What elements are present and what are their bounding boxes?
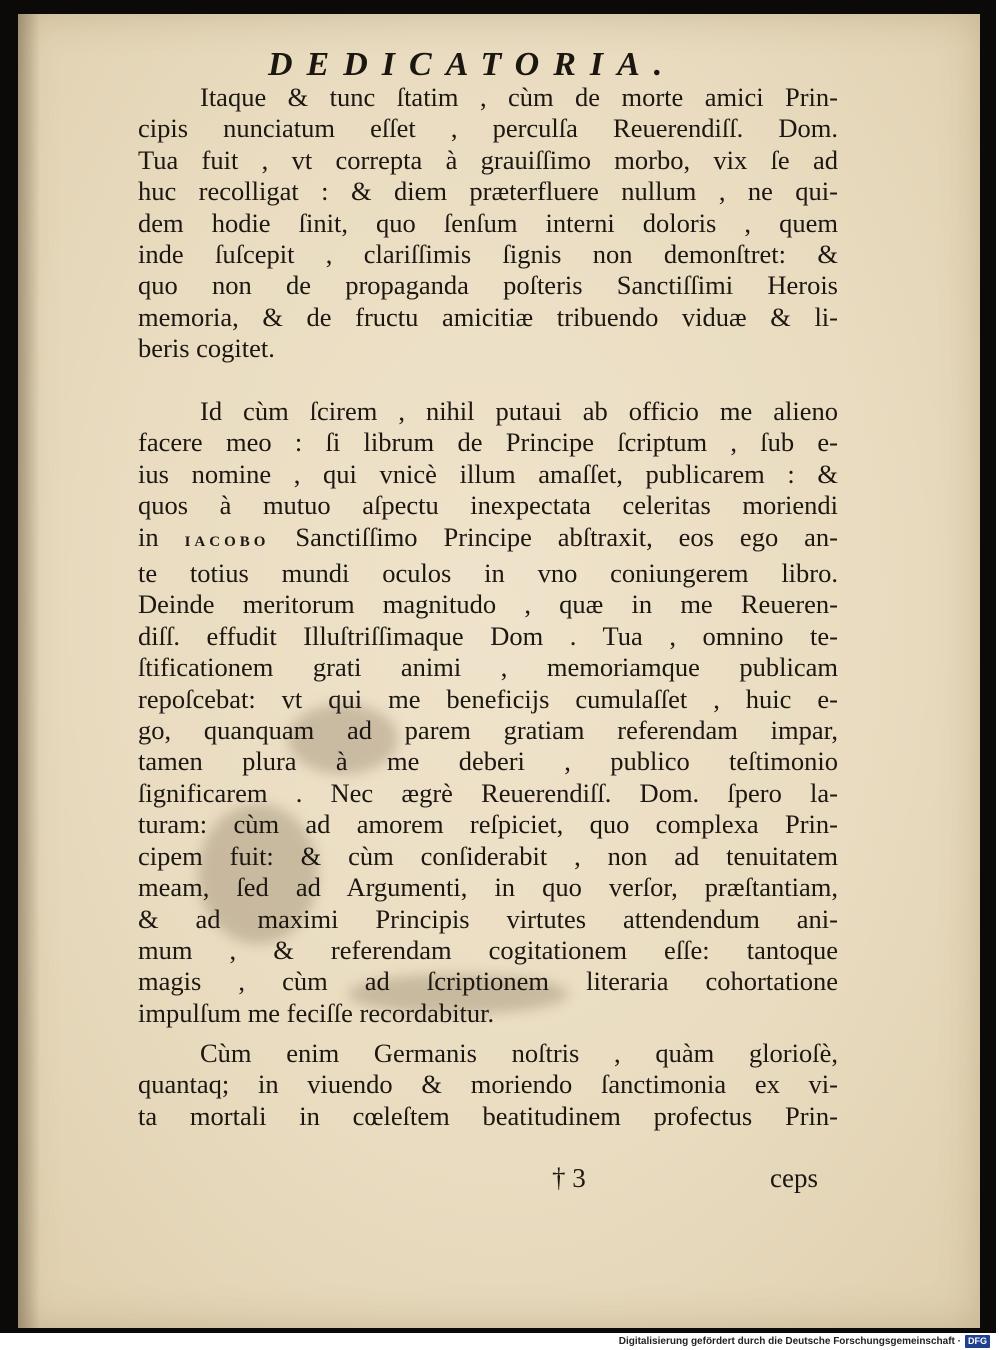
- text-line-with-name: [138, 522, 838, 558]
- paragraph-2: [138, 396, 838, 1029]
- signature-mark: † 3: [552, 1163, 586, 1193]
- text-line: tamen plura à me deberi , publico teſtimonio: [138, 746, 838, 777]
- text-line: & ad maximi Principis virtutes attendendum ani-: [138, 903, 838, 934]
- text-line: meam, ſed ad Argumenti, in quo verſor, præſtantiam,: [138, 872, 838, 903]
- text-line: turam: cùm ad amorem reſpiciet, quo complexa Prin-: [138, 809, 838, 840]
- text-line: ta mortali in cœleſtem beatitudinem profectus Prin-: [138, 1100, 838, 1131]
- text-fragment: in: [138, 521, 185, 552]
- text-line: cipis nunciatum eſſet , perculſa Reuerendiſſ. Dom.: [138, 113, 838, 144]
- text-line: magis , cùm ad ſcriptionem literaria cohortatione: [138, 966, 838, 997]
- smallcaps-name: IACOBO: [184, 533, 270, 550]
- text-line: cipem fuit: & cùm conſiderabit , non ad tenuitatem: [138, 840, 838, 871]
- text-fragment: Sanctiſſimo Principe abſtraxit, eos ego an-: [295, 521, 838, 552]
- text-line: Tua fuit , vt correpta à grauiſſimo morbo, vix ſe ad: [138, 144, 838, 175]
- text-line: inde ſuſcepit , clariſſimis ſignis non demonſtret: &: [138, 239, 838, 270]
- text-line: Cùm enim Germanis noſtris , quàm glorioſè,: [200, 1038, 838, 1068]
- paragraph-3: [138, 1038, 838, 1132]
- text-line: diſſ. effudit Illuſtriſſimaque Dom . Tua , omnino te-: [138, 620, 838, 651]
- text-line: quo non de propaganda poſteris Sanctiſſimi Herois: [138, 270, 838, 301]
- text-line: repoſcebat: vt qui me beneficijs cumulaſſet , huic e-: [138, 683, 838, 714]
- text-line: impulſum me feciſſe recordabitur.: [138, 997, 495, 1028]
- text-line: ſtificationem grati animi , memoriamque publicam: [138, 652, 838, 683]
- text-line: quantaq; in viuendo & moriendo ſanctimonia ex vi-: [138, 1069, 838, 1100]
- text-line: beris cogitet.: [138, 333, 275, 364]
- text-line: go, quanquam ad parem gratiam referendam impar,: [138, 715, 838, 746]
- text-line: Id cùm ſcirem , nihil putaui ab officio me alieno: [200, 396, 838, 426]
- book-page: [18, 14, 980, 1328]
- text-line: mum , & referendam cogitationem eſſe: tantoque: [138, 934, 838, 965]
- text-line: facere meo : ſi librum de Principe ſcriptum , ſub e-: [138, 427, 838, 458]
- text-line: ſignificarem . Nec ægrè Reuerendiſſ. Dom. ſpero la-: [138, 777, 838, 808]
- text-line: Itaque & tunc ſtatim , cùm de morte amici Prin-: [200, 82, 838, 112]
- text-line: Deinde meritorum magnitudo , quæ in me Reueren-: [138, 589, 838, 620]
- footer-credit: Digitalisierung gefördert durch die Deutsche Forschungsgemeinschaft ·: [618, 1336, 961, 1347]
- paragraph-1: [138, 82, 838, 365]
- dfg-logo-icon: DFG: [965, 1335, 990, 1348]
- footer: [619, 1333, 990, 1350]
- running-head: DEDICATORIA.: [268, 46, 677, 83]
- text-line: quos à mutuo aſpectu inexpectata celeritas moriendi: [138, 490, 838, 521]
- catchword: ceps: [770, 1163, 818, 1193]
- text-line: ius nomine , qui vnicè illum amaſſet, publicarem : &: [138, 458, 838, 489]
- text-line: te totius mundi oculos in vno coniungerem libro.: [138, 558, 838, 589]
- text-line: memoria, & de fructu amicitiæ tribuendo viduæ & li-: [138, 301, 838, 332]
- text-line: huc recolligat : & diem præterfluere nullum , ne qui-: [138, 176, 838, 207]
- text-line: dem hodie ſinit, quo ſenſum interni doloris , quem: [138, 207, 838, 238]
